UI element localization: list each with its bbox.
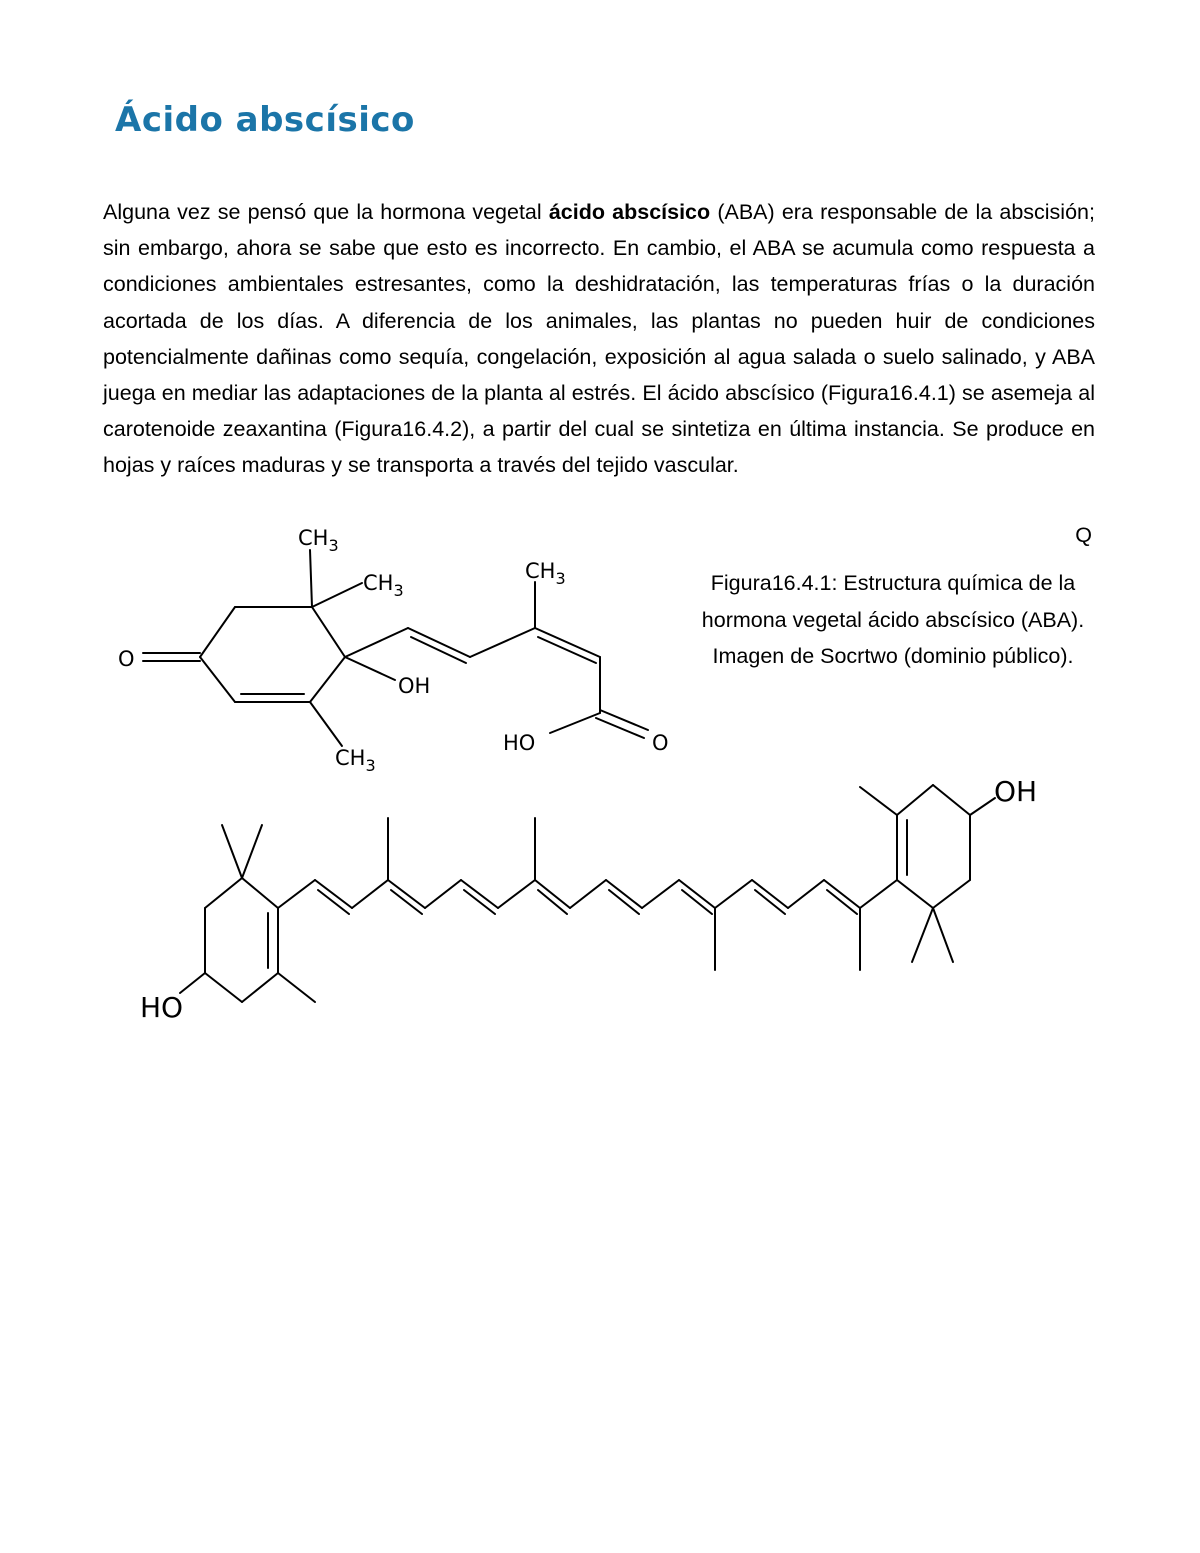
bond [310, 550, 312, 607]
bond [411, 637, 466, 663]
bond [345, 657, 395, 680]
bond [535, 628, 600, 657]
paragraph-text-rest: (ABA) era responsable de la abscisión; sin embargo, ahora se sabe que esto es incorrecto. En cambio, el ABA se acumula como respuesta a condiciones ambientales estresantes, como la deshidratación, las temperaturas frías o la duración acortada de los días. A diferencia de los animales, las plantas no pueden huir de condiciones potencialmente dañinas como sequía, congelación, exposición al agua salada o suelo salinado, y ABA juega en mediar las adaptaciones de la planta al estrés. El ácido abscísico (Figura16.4.1) se asemeja al carotenoide zeaxantina (Figura16.4.2), a partir del cual se sintetiza en última instancia. Se produce en hojas y raíces maduras y se transporta a través del tejido vascular. [103, 200, 1095, 478]
bond [312, 583, 362, 607]
bond [860, 787, 897, 815]
bond [242, 825, 262, 878]
bond [425, 880, 461, 908]
page-title: Ácido abscísico [115, 100, 415, 140]
acid-oxygen-label: O [652, 731, 669, 755]
paragraph-text-start: Alguna vez se pensó que la hormona vegetal [103, 200, 549, 224]
bond [679, 880, 715, 908]
bond [933, 880, 970, 908]
bond [205, 973, 242, 1002]
bond [596, 718, 644, 738]
bond [897, 880, 933, 908]
bond [824, 880, 860, 908]
bond [642, 880, 679, 908]
bond [570, 880, 606, 908]
hydroxyl-label-right: OH [994, 775, 1038, 808]
bond [498, 880, 535, 908]
bond [912, 908, 933, 962]
bond [752, 880, 788, 908]
methyl-label-top: $CH_3$ [298, 526, 339, 555]
bond [970, 798, 995, 815]
bond [312, 607, 345, 657]
hydroxyl-label: OH [398, 674, 431, 698]
methyl-label-chain: $CH_3$ [525, 559, 566, 588]
bond [242, 973, 278, 1002]
bond [897, 785, 933, 815]
methyl-label-right: $CH_3$ [363, 571, 404, 600]
bond [461, 880, 498, 908]
bond [933, 785, 970, 815]
acid-hydroxyl-label: HO [503, 731, 536, 755]
zeaxanthin-structure-figure [0, 765, 1100, 1035]
aba-structure-figure [0, 520, 690, 780]
bond [200, 607, 235, 657]
bond [180, 973, 205, 993]
methyl-label-bottom: $CH_3$ [335, 746, 376, 775]
bond [600, 710, 648, 730]
bond [388, 880, 425, 908]
bond [606, 880, 642, 908]
bond [242, 878, 278, 908]
bold-term: ácido abscísico [548, 200, 711, 224]
bond [310, 702, 342, 746]
bond [535, 880, 570, 908]
bond [408, 628, 470, 657]
bond [315, 880, 352, 908]
bond [278, 973, 315, 1002]
bond [352, 880, 388, 908]
body-paragraph [103, 194, 1095, 484]
bond [205, 878, 242, 908]
bond [538, 637, 596, 663]
figure-caption: Figura16.4.1: Estructura química de la hormona vegetal ácido abscísico (ABA). Imagen de Socrtwo (dominio público). [701, 571, 1085, 668]
bond [470, 628, 535, 657]
bond [310, 657, 345, 702]
bond [715, 880, 752, 908]
bond [788, 880, 824, 908]
bond [860, 880, 897, 908]
bond [933, 908, 953, 962]
stray-letter: Q [1075, 523, 1092, 547]
bond [550, 713, 600, 733]
bond [222, 825, 242, 878]
bond [200, 657, 235, 702]
hydroxyl-label-left: HO [140, 991, 184, 1024]
bond [278, 880, 315, 908]
bond [345, 628, 408, 657]
ketone-oxygen-label: O [118, 647, 135, 671]
